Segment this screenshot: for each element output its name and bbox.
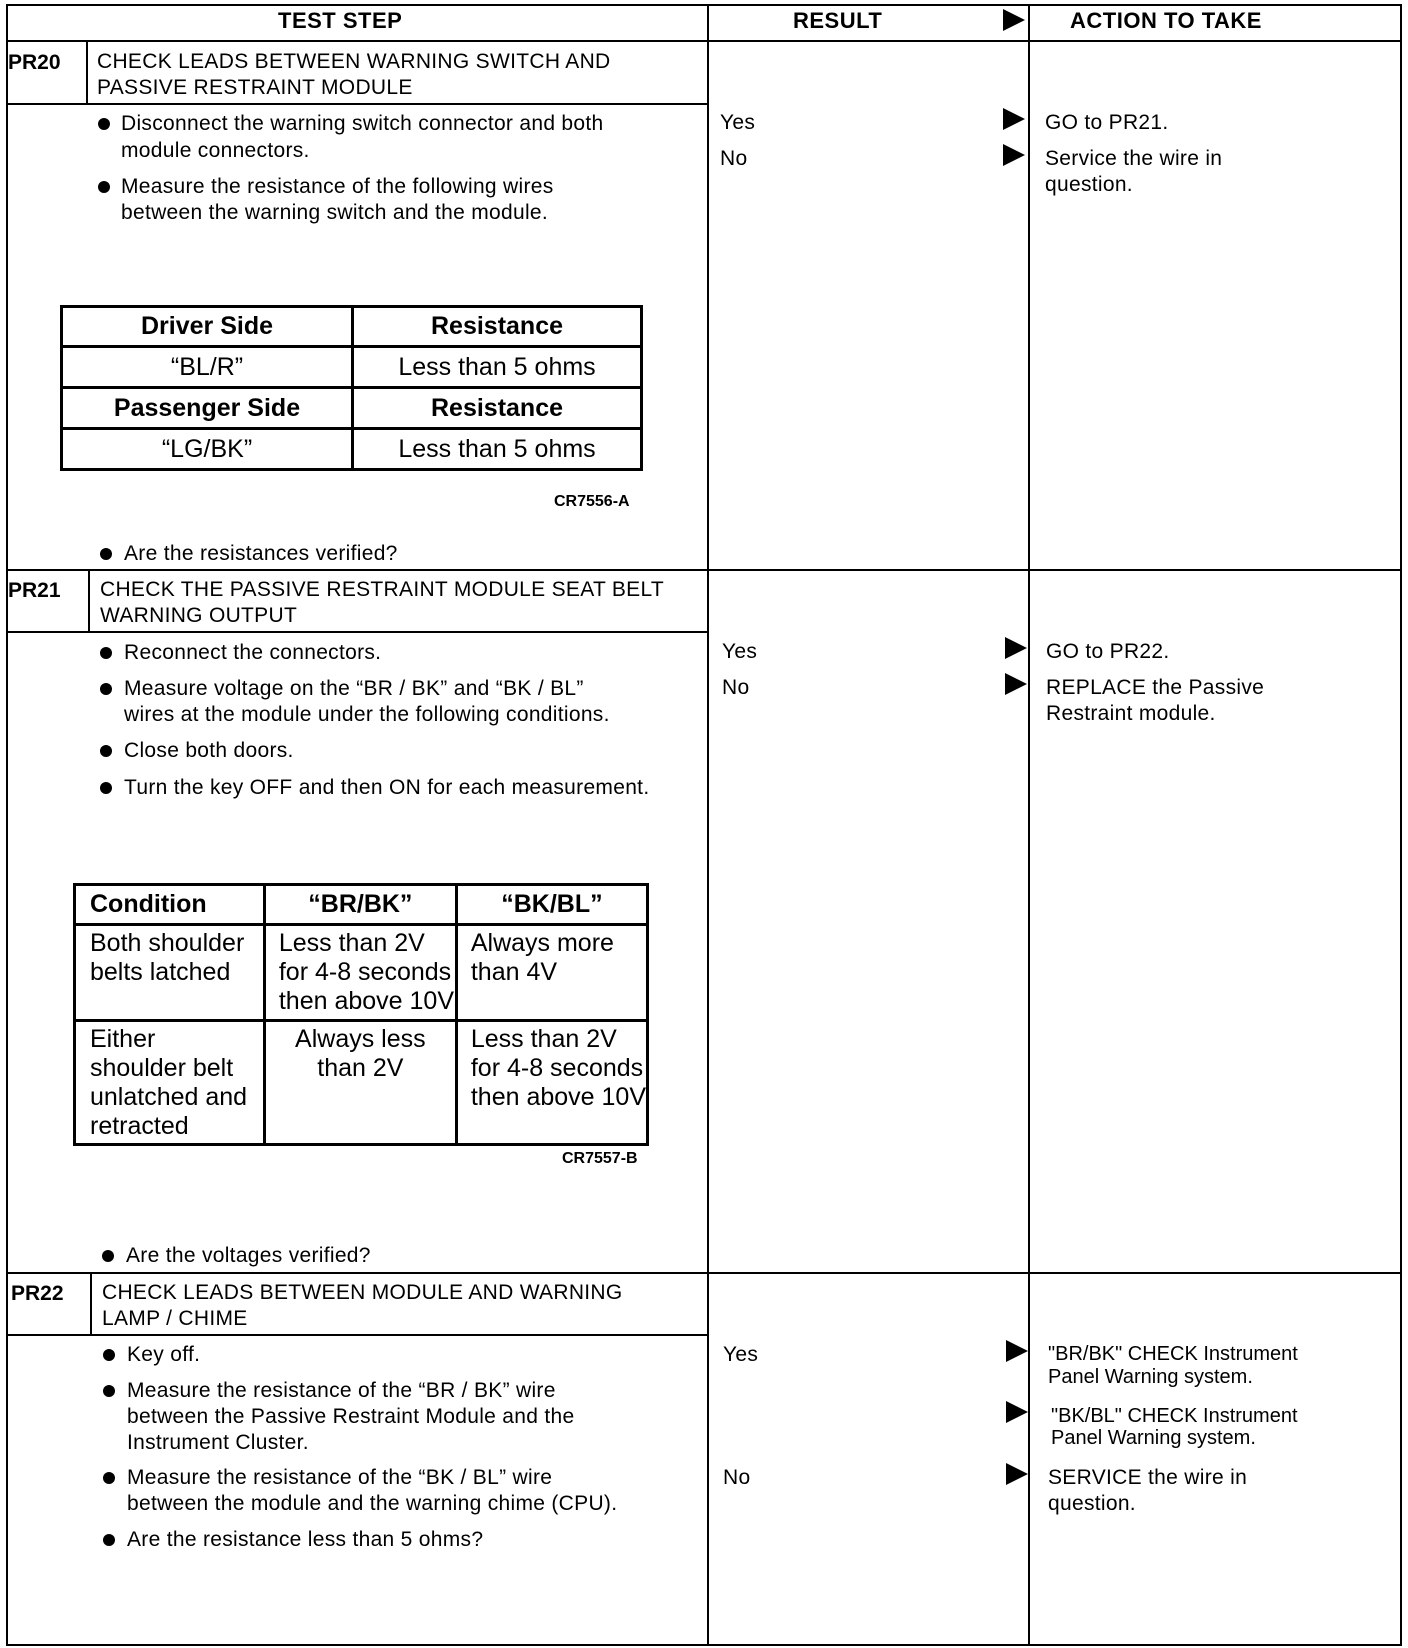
pr20-bullet-2-line-2: between the warning switch and the module. [121, 201, 549, 224]
header-action: ACTION TO TAKE [1070, 8, 1262, 33]
pr22-title-line-1: CHECK LEADS BETWEEN MODULE AND WARNING [102, 1281, 623, 1304]
table-header-cell: Passenger Side [62, 388, 353, 429]
arrow-right-icon [1005, 673, 1027, 695]
table-left-border [6, 4, 8, 1646]
bullet-icon [100, 782, 112, 794]
bullet-icon [98, 118, 110, 130]
cell-line: then above 10V [470, 1083, 646, 1111]
pr22-action-yes-1-line-2: Panel Warning system. [1048, 1366, 1253, 1388]
table-cell [75, 925, 265, 1021]
cell-line: Always more [470, 929, 614, 957]
pr21-title-line-1: CHECK THE PASSIVE RESTRAINT MODULE SEAT BELT [100, 578, 664, 601]
pr20-result-yes: Yes [720, 111, 756, 134]
bullet-icon [100, 683, 112, 695]
pr22-action-yes-2-line-1: "BK/BL" CHECK Instrument [1051, 1405, 1298, 1427]
pr21-figure-id: CR7557-B [562, 1150, 638, 1167]
pr20-action-no-line-2: question. [1045, 173, 1133, 196]
header-result: RESULT [793, 8, 883, 33]
cell-line: than 4V [470, 958, 558, 986]
table-header-cell: Resistance [353, 388, 642, 429]
table-cell [456, 925, 647, 1021]
pr21-result-no: No [722, 676, 750, 699]
header-bottom-border [6, 40, 1402, 42]
cell-line: Either [90, 1025, 156, 1053]
cell-line: retracted [90, 1112, 189, 1140]
table-header-cell: “BK/BL” [456, 885, 647, 925]
pr21-result-yes: Yes [722, 640, 758, 663]
arrow-right-icon [1006, 1340, 1028, 1362]
pr21-bullet-2-line-1: Measure voltage on the “BR / BK” and “BK / BL” [124, 677, 584, 700]
table-header-cell: Condition [75, 885, 265, 925]
pr20-bullet-1-line-1: Disconnect the warning switch connector and both [121, 112, 604, 135]
pr22-step-id: PR22 [11, 1282, 64, 1305]
table-cell [75, 1021, 265, 1145]
cell-line: than 2V [317, 1054, 404, 1082]
arrow-right-icon [1003, 108, 1025, 130]
table-cell [264, 925, 456, 1021]
table-header-cell: Driver Side [62, 307, 353, 347]
header-test-step: TEST STEP [278, 8, 403, 33]
pr22-title-line-2: LAMP / CHIME [102, 1307, 248, 1330]
bullet-icon [100, 745, 112, 757]
cell-line: belts latched [90, 958, 231, 986]
bullet-icon [100, 647, 112, 659]
pr22-result-no: No [723, 1466, 751, 1489]
pr21-action-yes: GO to PR22. [1046, 640, 1170, 663]
cell-line: then above 10V [278, 987, 455, 1015]
pr22-bullet-2-line-3: Instrument Cluster. [127, 1431, 309, 1454]
result-column-divider [707, 4, 709, 1646]
cell-line: for 4-8 seconds [470, 1054, 644, 1082]
pr22-action-no-line-2: question. [1048, 1492, 1136, 1515]
bullet-icon [100, 548, 112, 560]
arrow-right-icon [1003, 144, 1025, 166]
pr22-action-yes-1-line-1: "BR/BK" CHECK Instrument [1048, 1343, 1298, 1365]
table-right-border [1400, 4, 1402, 1646]
cell-line: for 4-8 seconds [278, 958, 452, 986]
pr20-action-no-line-1: Service the wire in [1045, 147, 1223, 170]
pr21-action-no-line-1: REPLACE the Passive [1046, 676, 1265, 699]
table-cell: Less than 5 ohms [353, 429, 642, 470]
pr21-title-line-2: WARNING OUTPUT [100, 604, 298, 627]
bullet-icon [103, 1534, 115, 1546]
pr22-result-yes: Yes [723, 1343, 759, 1366]
pr22-id-divider [90, 1273, 92, 1335]
table-cell: Less than 5 ohms [353, 347, 642, 388]
pr20-step-id: PR20 [8, 51, 61, 74]
pr20-question: Are the resistances verified? [124, 542, 398, 565]
pr22-action-no-line-1: SERVICE the wire in [1048, 1466, 1248, 1489]
bullet-icon [103, 1472, 115, 1484]
table-cell [264, 1021, 456, 1145]
bullet-icon [102, 1250, 114, 1262]
bullet-icon [98, 181, 110, 193]
pr21-top-border [6, 569, 1402, 571]
pr20-figure-id: CR7556-A [554, 493, 630, 510]
pr22-bullet-1: Key off. [127, 1343, 201, 1366]
pr20-action-yes: GO to PR21. [1045, 111, 1169, 134]
cell-line: Less than 2V [470, 1025, 617, 1053]
arrow-right-icon [1006, 1401, 1028, 1423]
pr21-bullet-2-line-2: wires at the module under the following conditions. [124, 703, 610, 726]
arrow-right-icon [1006, 1463, 1028, 1485]
pr20-title-underline [6, 103, 708, 105]
arrow-right-icon [1005, 637, 1027, 659]
pr21-voltage-table [73, 883, 649, 1146]
cell-line: unlatched and [90, 1083, 248, 1111]
pr22-action-yes-2-line-2: Panel Warning system. [1051, 1427, 1256, 1449]
pr20-result-no: No [720, 147, 748, 170]
cell-line: Always less [295, 1025, 426, 1053]
header-arrow-icon [1003, 9, 1025, 31]
pr21-bullet-4: Turn the key OFF and then ON for each measurement. [124, 776, 650, 799]
cell-line: Both shoulder [90, 929, 245, 957]
table-bottom-border [6, 1644, 1402, 1646]
pr21-bullet-1: Reconnect the connectors. [124, 641, 382, 664]
pr21-step-id: PR21 [8, 579, 61, 602]
pr22-title-underline [6, 1334, 708, 1336]
pr21-action-no-line-2: Restraint module. [1046, 702, 1216, 725]
pr22-bullet-3-line-2: between the module and the warning chime (CPU). [127, 1492, 618, 1515]
table-header-cell: Resistance [353, 307, 642, 347]
pr20-bullet-2-line-1: Measure the resistance of the following wires [121, 175, 554, 198]
pr22-bullet-2-line-2: between the Passive Restraint Module and the [127, 1405, 575, 1428]
pr22-top-border [6, 1272, 1402, 1274]
cell-line: Less than 2V [278, 929, 425, 957]
table-cell: “BL/R” [62, 347, 353, 388]
pr21-id-divider [88, 570, 90, 632]
action-column-divider [1028, 4, 1030, 1646]
table-cell: “LG/BK” [62, 429, 353, 470]
table-top-border [6, 4, 1402, 6]
pr20-title-line-2: PASSIVE RESTRAINT MODULE [97, 76, 413, 99]
pr22-bullet-2-line-1: Measure the resistance of the “BR / BK” wire [127, 1379, 556, 1402]
pr20-title-line-1: CHECK LEADS BETWEEN WARNING SWITCH AND [97, 50, 611, 73]
pr20-bullet-1-line-2: module connectors. [121, 139, 310, 162]
table-header-cell: “BR/BK” [264, 885, 456, 925]
bullet-icon [103, 1349, 115, 1361]
pr20-resistance-table [60, 305, 643, 471]
pr20-id-divider [86, 41, 88, 104]
pr21-title-underline [6, 631, 708, 633]
pr21-question: Are the voltages verified? [126, 1244, 371, 1267]
table-cell [456, 1021, 647, 1145]
pr22-bullet-3-line-1: Measure the resistance of the “BK / BL” wire [127, 1466, 553, 1489]
cell-line: shoulder belt [90, 1054, 234, 1082]
pr21-bullet-3: Close both doors. [124, 739, 294, 762]
pr22-bullet-4: Are the resistance less than 5 ohms? [127, 1528, 484, 1551]
bullet-icon [103, 1385, 115, 1397]
